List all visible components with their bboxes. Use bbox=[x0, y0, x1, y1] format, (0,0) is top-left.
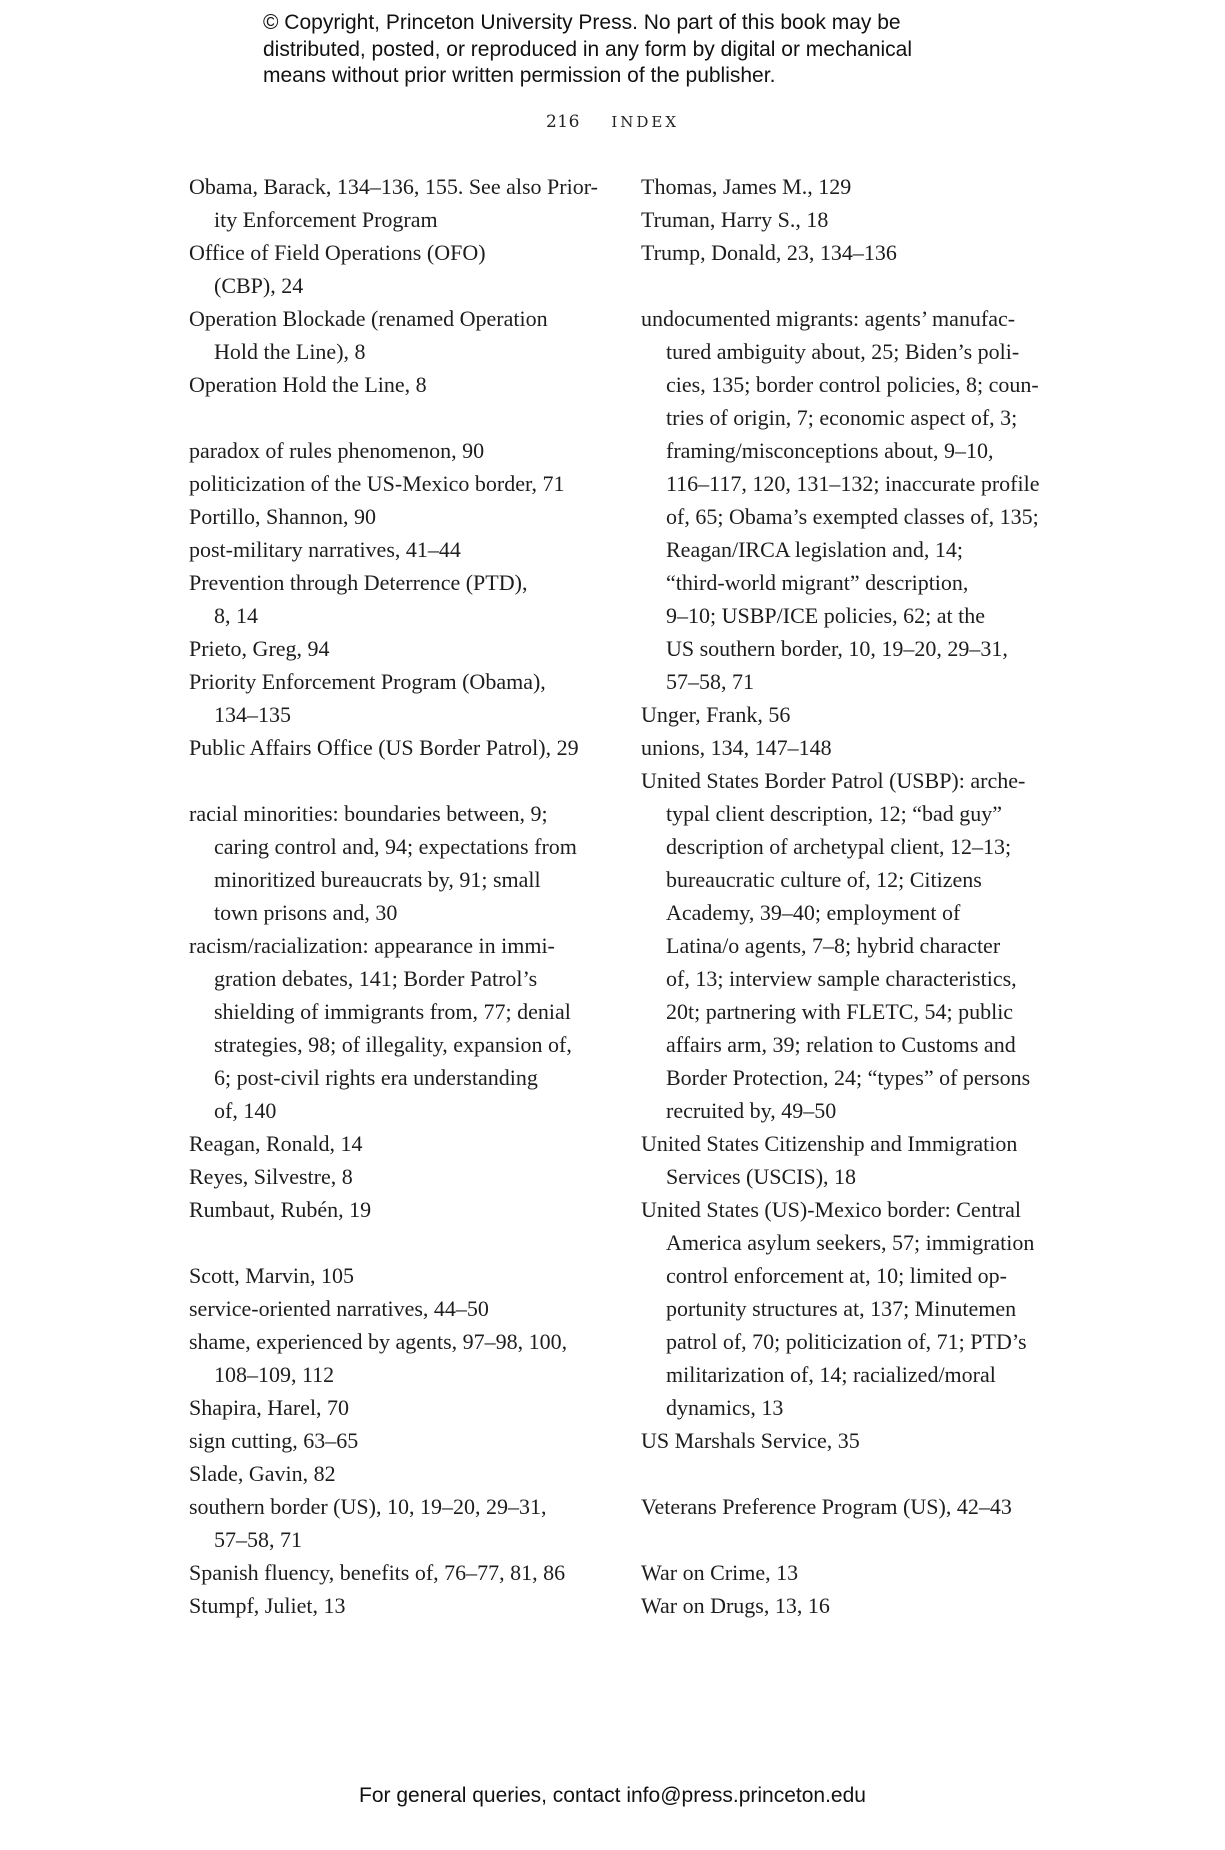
page-number: 216 bbox=[545, 112, 580, 132]
index-entry-line: Priority Enforcement Program (Obama), bbox=[189, 669, 546, 694]
index-entry bbox=[641, 764, 1061, 1127]
index-entry-line: 108–109, 112 bbox=[214, 1362, 335, 1387]
index-entry bbox=[189, 434, 609, 467]
copyright-notice bbox=[263, 10, 1023, 90]
index-entry bbox=[189, 1424, 609, 1457]
index-entry-line: Veterans Preference Program (US), 42–43 bbox=[641, 1494, 1012, 1519]
index-entry-line: recruited by, 49–50 bbox=[666, 1098, 837, 1123]
index-entry-line: 6; post-civil rights era understanding bbox=[214, 1065, 538, 1090]
index-entry bbox=[189, 1127, 609, 1160]
letter-group-gap bbox=[189, 401, 609, 434]
index-entry bbox=[189, 1193, 609, 1226]
index-entry-line: Reagan/IRCA legislation and, 14; bbox=[666, 537, 963, 562]
letter-group-gap bbox=[641, 269, 1061, 302]
index-entry bbox=[641, 236, 1061, 269]
index-entry-line: typal client description, 12; “bad guy” bbox=[666, 801, 1003, 826]
index-entry-line: minoritized bureaucrats by, 91; small bbox=[214, 867, 541, 892]
letter-group-gap bbox=[189, 764, 609, 797]
index-entry-line: Trump, Donald, 23, 134–136 bbox=[641, 240, 897, 265]
index-entry-line: racism/racialization: appearance in immi- bbox=[189, 933, 555, 958]
index-entry bbox=[189, 1457, 609, 1490]
index-entry bbox=[641, 203, 1061, 236]
index-entry-line: service-oriented narratives, 44–50 bbox=[189, 1296, 489, 1321]
index-entry bbox=[189, 1589, 609, 1622]
index-entry-line: description of archetypal client, 12–13; bbox=[666, 834, 1012, 859]
index-column-left bbox=[189, 170, 609, 1622]
index-entry-line: affairs arm, 39; relation to Customs and bbox=[666, 1032, 1016, 1057]
index-entry bbox=[189, 1160, 609, 1193]
letter-group-gap bbox=[641, 1523, 1061, 1556]
index-entry-line: Stumpf, Juliet, 13 bbox=[189, 1593, 346, 1618]
index-entry-line: strategies, 98; of illegality, expansion of, bbox=[214, 1032, 572, 1057]
index-entry-line: US southern border, 10, 19–20, 29–31, bbox=[666, 636, 1008, 661]
index-entry-line: Academy, 39–40; employment of bbox=[666, 900, 961, 925]
index-entry bbox=[189, 467, 609, 500]
index-entry bbox=[189, 1556, 609, 1589]
index-entry-line: 134–135 bbox=[214, 702, 291, 727]
index-entry-line: Shapira, Harel, 70 bbox=[189, 1395, 350, 1420]
index-entry-line: militarization of, 14; racialized/moral bbox=[666, 1362, 996, 1387]
index-entry bbox=[189, 302, 609, 368]
index-entry-line: post-military narratives, 41–44 bbox=[189, 537, 461, 562]
index-entry-line: bureaucratic culture of, 12; Citizens bbox=[666, 867, 982, 892]
index-entry-line: politicization of the US-Mexico border, 71 bbox=[189, 471, 565, 496]
index-entry-line: dynamics, 13 bbox=[666, 1395, 784, 1420]
index-entry-line: shielding of immigrants from, 77; denial bbox=[214, 999, 571, 1024]
index-entry bbox=[641, 302, 1061, 698]
index-entry-line: (CBP), 24 bbox=[214, 273, 304, 298]
index-entry-line: 20t; partnering with FLETC, 54; public bbox=[666, 999, 1014, 1024]
index-entry-line: Prieto, Greg, 94 bbox=[189, 636, 330, 661]
index-entry-line: Operation Blockade (renamed Operation bbox=[189, 306, 548, 331]
index-entry bbox=[189, 632, 609, 665]
index-entry-line: Scott, Marvin, 105 bbox=[189, 1263, 354, 1288]
index-entry-line: US Marshals Service, 35 bbox=[641, 1428, 860, 1453]
index-entry-line: Truman, Harry S., 18 bbox=[641, 207, 829, 232]
copyright-line: means without prior written permission of the publisher. bbox=[263, 64, 776, 87]
index-entry-line: Prevention through Deterrence (PTD), bbox=[189, 570, 528, 595]
index-entry-line: southern border (US), 10, 19–20, 29–31, bbox=[189, 1494, 547, 1519]
index-entry-line: “third-world migrant” description, bbox=[666, 570, 969, 595]
footer-contact: For general queries, contact info@press.princeton.edu bbox=[359, 1784, 866, 1807]
index-entry-line: 8, 14 bbox=[214, 603, 258, 628]
index-entry bbox=[189, 500, 609, 533]
index-entry-line: tries of origin, 7; economic aspect of, 3; bbox=[666, 405, 1018, 430]
letter-group-gap bbox=[641, 1457, 1061, 1490]
index-entry bbox=[641, 1589, 1061, 1622]
index-entry-line: 57–58, 71 bbox=[214, 1527, 302, 1552]
index-entry-line: 57–58, 71 bbox=[666, 669, 754, 694]
index-entry-line: town prisons and, 30 bbox=[214, 900, 398, 925]
index-entry bbox=[189, 1325, 609, 1391]
index-entry-line: unions, 134, 147–148 bbox=[641, 735, 832, 760]
index-entry bbox=[641, 1193, 1061, 1424]
index-entry-line: Obama, Barack, 134–136, 155. See also Prior- bbox=[189, 174, 598, 199]
index-entry bbox=[189, 368, 609, 401]
index-entry bbox=[189, 533, 609, 566]
index-entry-line: Unger, Frank, 56 bbox=[641, 702, 791, 727]
index-entry bbox=[189, 1259, 609, 1292]
index-entry-line: caring control and, 94; expectations from bbox=[214, 834, 577, 859]
index-entry-line: Thomas, James M., 129 bbox=[641, 174, 852, 199]
index-entry-line: tured ambiguity about, 25; Biden’s poli- bbox=[666, 339, 1020, 364]
copyright-line: distributed, posted, or reproduced in any form by digital or mechanical bbox=[263, 37, 913, 61]
index-entry-line: undocumented migrants: agents’ manufac- bbox=[641, 306, 1016, 331]
running-head bbox=[0, 112, 1225, 132]
index-entry-line: Operation Hold the Line, 8 bbox=[189, 372, 427, 397]
index-entry-line: portunity structures at, 137; Minutemen bbox=[666, 1296, 1017, 1321]
index-entry-line: of, 13; interview sample characteristics, bbox=[666, 966, 1017, 991]
index-entry bbox=[641, 1490, 1061, 1523]
index-entry bbox=[189, 665, 609, 731]
index-entry-line: cies, 135; border control policies, 8; coun- bbox=[666, 372, 1039, 397]
index-entry-line: patrol of, 70; politicization of, 71; PTD’s bbox=[666, 1329, 1027, 1354]
index-entry bbox=[189, 1391, 609, 1424]
index-entry bbox=[189, 236, 609, 302]
index-entry-line: paradox of rules phenomenon, 90 bbox=[189, 438, 485, 463]
index-entry-line: Hold the Line), 8 bbox=[214, 339, 366, 364]
index-entry-line: racial minorities: boundaries between, 9; bbox=[189, 801, 548, 826]
index-entry-line: ity Enforcement Program bbox=[214, 207, 438, 232]
index-entry bbox=[189, 929, 609, 1127]
index-entry bbox=[641, 1127, 1061, 1193]
index-entry-line: Latina/o agents, 7–8; hybrid character bbox=[666, 933, 1001, 958]
index-entry bbox=[641, 731, 1061, 764]
copyright-line: © Copyright, Princeton University Press. No part of this book may be bbox=[263, 11, 901, 34]
index-entry bbox=[189, 797, 609, 929]
index-entry-line: shame, experienced by agents, 97–98, 100, bbox=[189, 1329, 568, 1354]
index-entry bbox=[189, 170, 609, 236]
index-entry-line: America asylum seekers, 57; immigration bbox=[666, 1230, 1035, 1255]
index-entry bbox=[641, 170, 1061, 203]
index-entry bbox=[189, 1292, 609, 1325]
letter-group-gap bbox=[189, 1226, 609, 1259]
index-entry-line: framing/misconceptions about, 9–10, bbox=[666, 438, 994, 463]
index-entry-line: Reyes, Silvestre, 8 bbox=[189, 1164, 353, 1189]
section-title: INDEX bbox=[611, 113, 680, 131]
index-entry-line: sign cutting, 63–65 bbox=[189, 1428, 359, 1453]
index-entry-line: Reagan, Ronald, 14 bbox=[189, 1131, 363, 1156]
index-entry bbox=[641, 1424, 1061, 1457]
index-entry-line: 116–117, 120, 131–132; inaccurate profile bbox=[666, 471, 1040, 496]
index-entry-line: gration debates, 141; Border Patrol’s bbox=[214, 966, 538, 991]
index-entry-line: Services (USCIS), 18 bbox=[666, 1164, 857, 1189]
index-entry-line: of, 140 bbox=[214, 1098, 277, 1123]
index-entry-line: War on Crime, 13 bbox=[641, 1560, 799, 1585]
index-entry-line: Slade, Gavin, 82 bbox=[189, 1461, 336, 1486]
index-entry bbox=[189, 1490, 609, 1556]
index-entry-line: United States Citizenship and Immigration bbox=[641, 1131, 1018, 1156]
index-entry bbox=[189, 566, 609, 632]
index-entry-line: United States Border Patrol (USBP): arche- bbox=[641, 768, 1026, 793]
index-entry bbox=[641, 1556, 1061, 1589]
index-column-right bbox=[641, 170, 1061, 1622]
index-entry-line: Office of Field Operations (OFO) bbox=[189, 240, 486, 265]
index-entry-line: Rumbaut, Rubén, 19 bbox=[189, 1197, 372, 1222]
index-entry bbox=[189, 731, 609, 764]
index-entry-line: Portillo, Shannon, 90 bbox=[189, 504, 377, 529]
index-entry-line: 9–10; USBP/ICE policies, 62; at the bbox=[666, 603, 985, 628]
index-entry-line: control enforcement at, 10; limited op- bbox=[666, 1263, 1007, 1288]
index-entry bbox=[641, 698, 1061, 731]
index-entry-line: War on Drugs, 13, 16 bbox=[641, 1593, 830, 1618]
index-entry-line: Public Affairs Office (US Border Patrol), 29 bbox=[189, 735, 579, 760]
index-entry-line: Border Protection, 24; “types” of persons bbox=[666, 1065, 1031, 1090]
index-entry-line: United States (US)-Mexico border: Central bbox=[641, 1197, 1022, 1222]
index-entry-line: Spanish fluency, benefits of, 76–77, 81, 86 bbox=[189, 1560, 566, 1585]
index-entry-line: of, 65; Obama’s exempted classes of, 135; bbox=[666, 504, 1039, 529]
